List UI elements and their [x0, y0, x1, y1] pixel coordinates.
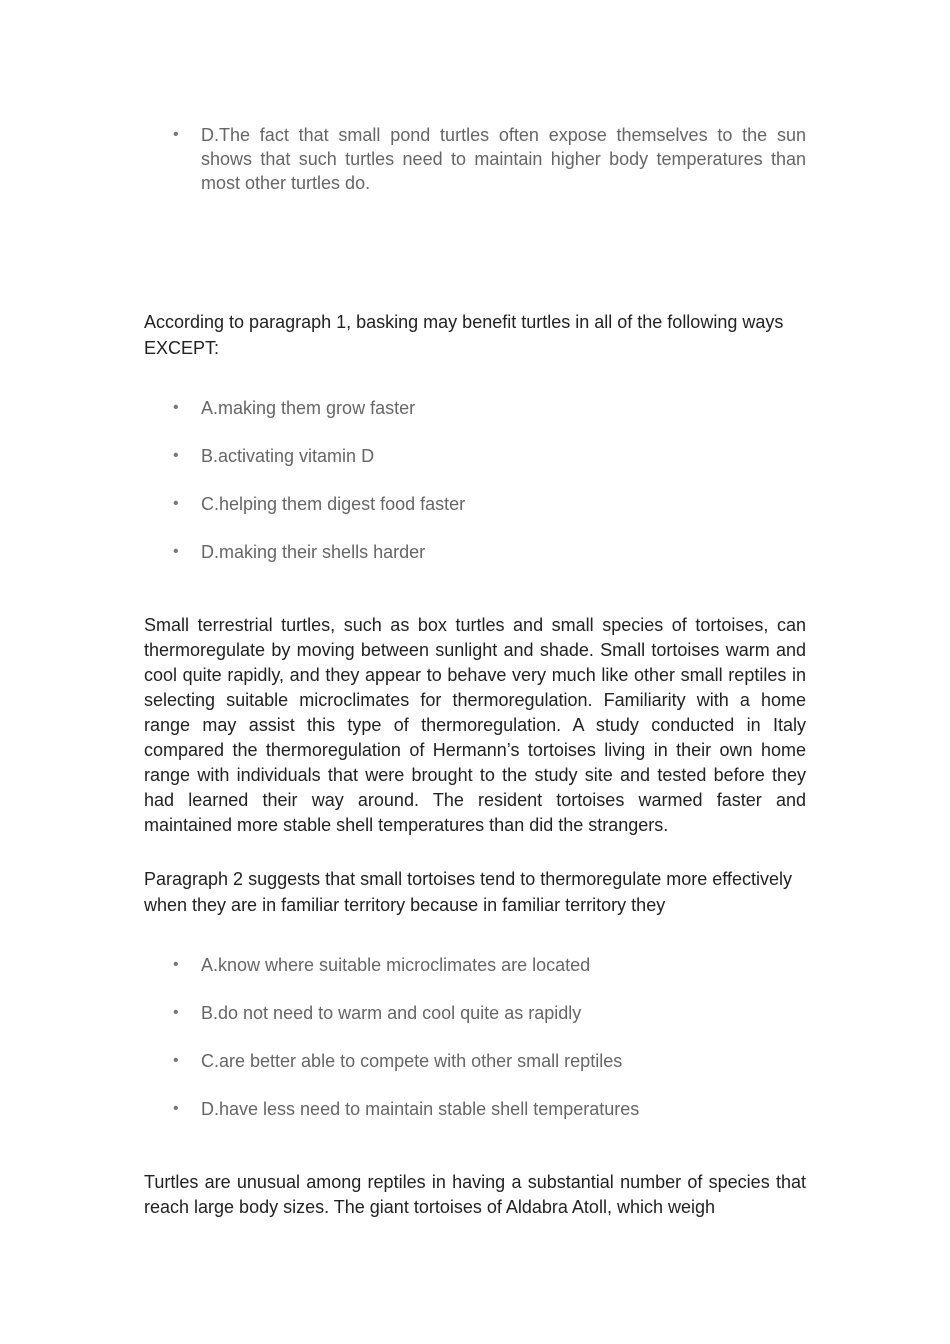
bullet-icon: •	[173, 1052, 179, 1069]
bullet-icon: •	[173, 495, 179, 512]
q0-option-d[interactable]	[144, 123, 806, 195]
paragraph-2: Small terrestrial turtles, such as box turtles and small species of tortoises, can thermoregulate by moving between sunlight and shade. Small tortoises warm and cool quite rapidly, and they appear to behave very much like other small reptiles in selecting suitable microclimates for thermoregulation. Familiarity with a home range may assist this type of thermoregulation. A study conducted in Italy compared the thermoregulation of Hermann’s tortoises living in their own home range with individuals that were brought to the study site and tested before they had learned their way around. The resident tortoises warmed faster and maintained more stable shell temperatures than did the strangers.	[144, 615, 806, 835]
bullet-icon: •	[173, 1004, 179, 1021]
option-text: B.activating vitamin D	[201, 446, 375, 466]
bullet-icon: •	[173, 543, 179, 560]
paragraph-3: Turtles are unusual among reptiles in having a substantial number of species that reach large body sizes. The giant tortoises of Aldabra Atoll, which weigh	[144, 1172, 806, 1217]
question-1-prompt: According to paragraph 1, basking may benefit turtles in all of the following ways EXCEPT:	[144, 312, 784, 358]
q2-option-d[interactable]	[144, 1097, 806, 1145]
option-text: C.are better able to compete with other small reptiles	[201, 1051, 623, 1071]
option-text: C.helping them digest food faster	[201, 494, 466, 514]
option-text: A.making them grow faster	[201, 398, 416, 418]
option-text: D.have less need to maintain stable shell temperatures	[201, 1099, 640, 1119]
question-2-prompt: Paragraph 2 suggests that small tortoises tend to thermoregulate more effectively when they are in familiar territory because in familiar territory they	[144, 869, 793, 915]
q2-option-a[interactable]	[144, 953, 806, 1001]
question-1-options	[144, 396, 806, 588]
bullet-icon: •	[173, 1100, 179, 1117]
q1-option-a[interactable]	[144, 396, 806, 444]
question-2-options	[144, 953, 806, 1145]
bullet-icon: •	[173, 447, 179, 464]
q1-option-c[interactable]	[144, 492, 806, 540]
bullet-icon: •	[173, 126, 179, 143]
option-text: B.do not need to warm and cool quite as rapidly	[201, 1003, 582, 1023]
option-text: D.The fact that small pond turtles often expose themselves to the sun shows that such turtles need to maintain higher body temperatures than most other turtles do.	[201, 125, 806, 193]
q2-option-b[interactable]	[144, 1001, 806, 1049]
option-text: D.making their shells harder	[201, 542, 426, 562]
bullet-icon: •	[173, 399, 179, 416]
option-text: A.know where suitable microclimates are located	[201, 955, 591, 975]
q1-option-d[interactable]	[144, 540, 806, 588]
q1-option-b[interactable]	[144, 444, 806, 492]
bullet-icon: •	[173, 956, 179, 973]
q0-option-list	[144, 123, 806, 195]
q2-option-c[interactable]	[144, 1049, 806, 1097]
